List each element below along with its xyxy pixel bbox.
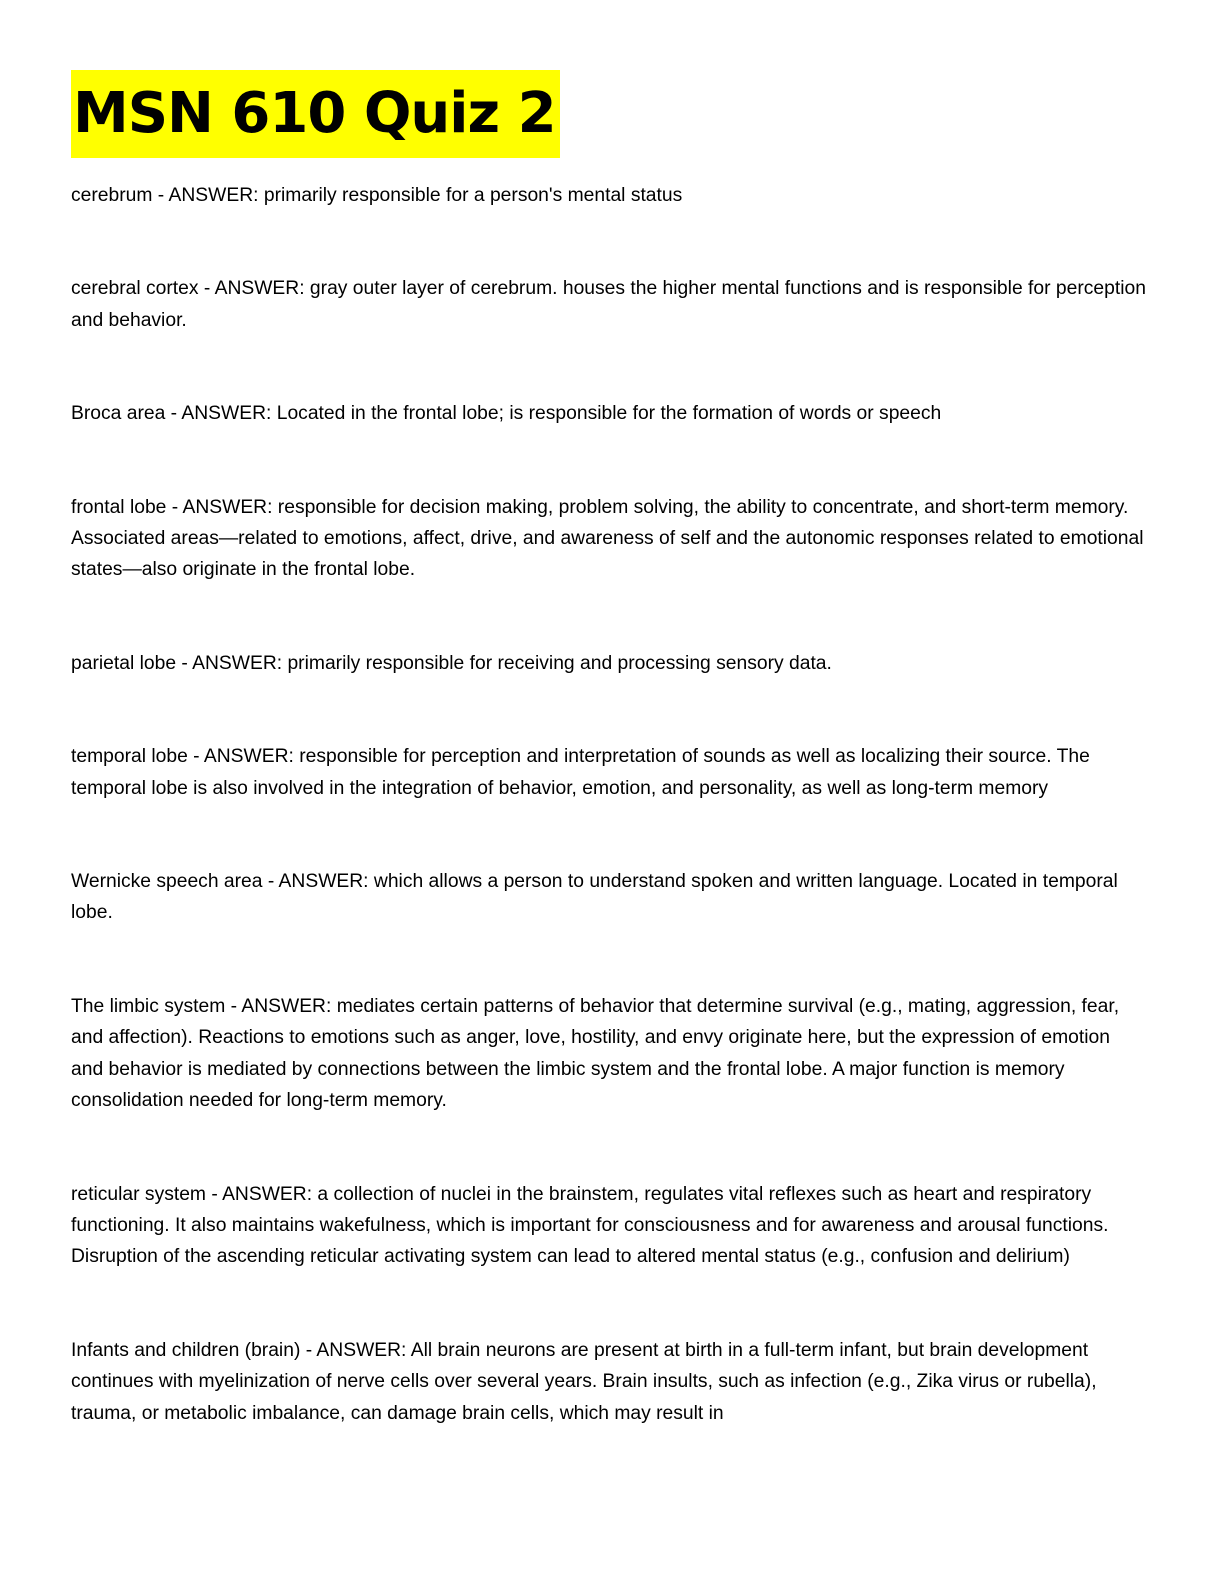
- entry-parietal-lobe: parietal lobe - ANSWER: primarily responsible for receiving and processing sensory data.: [71, 652, 832, 674]
- entry-temporal-lobe: temporal lobe - ANSWER: responsible for perception and interpretation of sounds as well as localizing their source. The temporal lobe is also involved in the integration of behavior, emotion, and personality, as well as long-term memory: [71, 746, 1090, 799]
- entry-broca-area: Broca area - ANSWER: Located in the frontal lobe; is responsible for the formation of words or speech: [71, 403, 942, 425]
- entry-cerebrum: cerebrum - ANSWER: primarily responsible for a person's mental status: [71, 185, 683, 206]
- document-page: [71, 70, 1146, 1429]
- entry-infants-and-children: Infants and children (brain) - ANSWER: All brain neurons are present at birth in a full-term infant, but brain development continues with myelinization of nerve cells over several years. Brain insults, such as infection (e.g., Zika virus or rubella), trauma, or metabolic imbalance, can damage brain cells, which may result in: [71, 1339, 1097, 1424]
- entry-list: [71, 180, 1146, 1429]
- entry-limbic-system: The limbic system - ANSWER: mediates certain patterns of behavior that determine survival (e.g., mating, aggression, fear, and affection). Reactions to emotions such as anger, love, hostility, and envy originate here, but the expression of emotion and behavior is mediated by connections between the limbic system and the frontal lobe. A major function is memory consolidation needed for long-term memory.: [71, 995, 1120, 1112]
- entry-cerebral-cortex: cerebral cortex - ANSWER: gray outer layer of cerebrum. houses the higher mental functions and is responsible for perception and behavior.: [71, 278, 1146, 331]
- entry-frontal-lobe: frontal lobe - ANSWER: responsible for decision making, problem solving, the ability to concentrate, and short-term memory. Associated areas—related to emotions, affect, drive, and awareness of self and the autonomic responses related to emotional states—also originate in the frontal lobe.: [71, 496, 1144, 581]
- document-title: MSN 610 Quiz 2: [71, 70, 560, 158]
- entry-reticular-system: reticular system - ANSWER: a collection of nuclei in the brainstem, regulates vital reflexes such as heart and respiratory functioning. It also maintains wakefulness, which is important for consciousness and for awareness and arousal functions. Disruption of the ascending reticular activating system can lead to altered mental status (e.g., confusion and delirium): [71, 1183, 1109, 1268]
- entry-wernicke-speech-area: Wernicke speech area - ANSWER: which allows a person to understand spoken and written language. Located in temporal lobe.: [71, 871, 1118, 924]
